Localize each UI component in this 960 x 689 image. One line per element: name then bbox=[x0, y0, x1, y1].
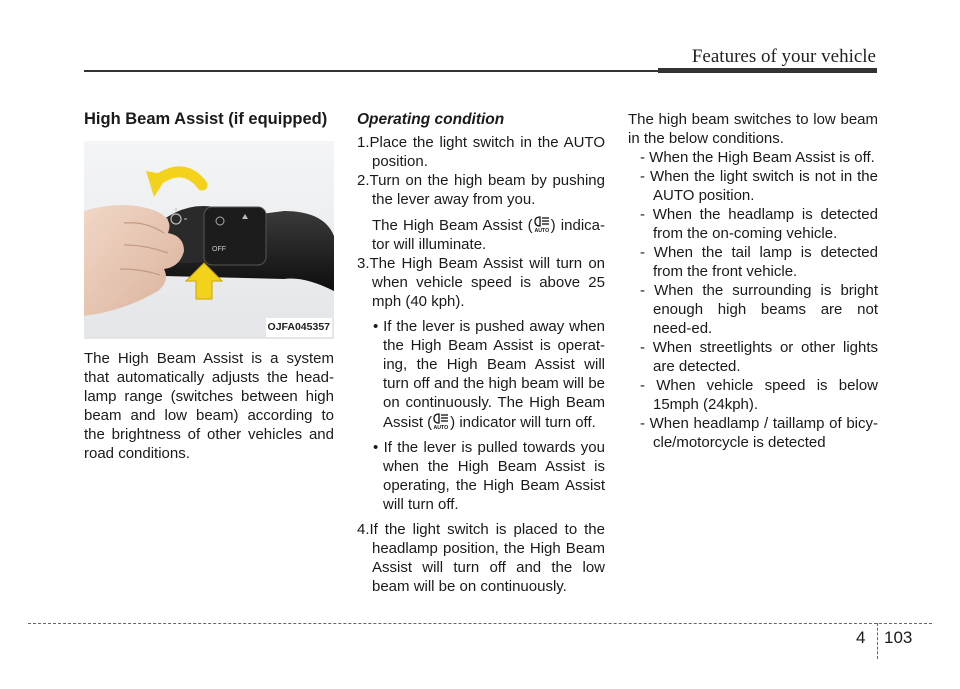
condition-item: - When headlamp / taillamp of bicy-cle/motorcycle is detected bbox=[640, 415, 878, 451]
bullet-1-text-b: ) indicator will turn off. bbox=[450, 414, 596, 431]
step-1: 1.Place the light switch in the AUTO position. bbox=[357, 134, 605, 170]
condition-item: - When the tail lamp is detected from the front vehicle. bbox=[640, 244, 878, 280]
left-column bbox=[84, 110, 334, 463]
header-rule-accent bbox=[658, 68, 877, 73]
figure-code: OJFA045357 bbox=[266, 318, 332, 337]
step-4: 4.If the light switch is placed to the headlamp position, the High Beam Assist will turn off and the low beam will be on continuously. bbox=[357, 521, 605, 595]
right-column bbox=[628, 110, 878, 452]
low-beam-intro: The high beam switches to low beam in the below conditions. bbox=[628, 111, 878, 147]
icon-auto-label: AUTO bbox=[433, 425, 449, 430]
step-2-continuation bbox=[357, 215, 605, 254]
condition-item: - When the headlamp is detected from the on-coming vehicle. bbox=[640, 206, 878, 242]
condition-item: - When the High Beam Assist is off. bbox=[640, 149, 875, 166]
condition-item: - When the surrounding is bright enough high beams are not need-ed. bbox=[640, 282, 878, 337]
bullet-pull-towards: • If the lever is pulled towards you when the High Beam Assist is operating, the High Beam Assist will turn off. bbox=[373, 439, 605, 513]
operating-condition-title: Operating condition bbox=[357, 111, 505, 128]
step-2-text-a: The High Beam Assist ( bbox=[372, 217, 533, 234]
footer-rule bbox=[28, 623, 932, 624]
section-title: High Beam Assist (if equipped) bbox=[84, 110, 328, 128]
header-title: Features of your vehicle bbox=[691, 46, 876, 67]
middle-column bbox=[357, 110, 605, 596]
step-2-text-b: ) indica-tor will illuminate. bbox=[372, 217, 605, 253]
footer-divider bbox=[877, 623, 878, 659]
chapter-number: 4 bbox=[856, 628, 866, 647]
page-number: 103 bbox=[884, 628, 913, 647]
condition-item: - When vehicle speed is below 15mph (24kph). bbox=[640, 377, 878, 413]
intro-paragraph: The High Beam Assist is a system that automatically adjusts the head-lamp range (switches between high beam and low beam) according to the brightness of other vehicles and road conditions. bbox=[84, 350, 334, 462]
high-beam-assist-icon bbox=[432, 412, 450, 430]
switch-off-label: OFF bbox=[212, 246, 226, 253]
condition-item: - When the light switch is not in the AUTO position. bbox=[640, 168, 878, 204]
high-beam-assist-icon bbox=[533, 215, 551, 233]
condition-item: - When streetlights or other lights are detected. bbox=[640, 339, 878, 375]
icon-auto-label: AUTO bbox=[534, 228, 549, 233]
step-3: 3.The High Beam Assist will turn on when vehicle speed is above 25 mph (40 kph). bbox=[357, 255, 605, 310]
lever-illustration bbox=[84, 141, 334, 339]
bullet-1-text-a: • If the lever is pushed away when the High Beam Assist is operat-ing, the High Beam Assist will turn off and the high beam will be on continuously. The High Beam Assist ( bbox=[373, 318, 605, 431]
bullet-push-away bbox=[357, 317, 605, 432]
lever-illustration-svg bbox=[84, 141, 334, 339]
step-2: 2.Turn on the high beam by pushing the lever away from you. bbox=[357, 172, 605, 208]
